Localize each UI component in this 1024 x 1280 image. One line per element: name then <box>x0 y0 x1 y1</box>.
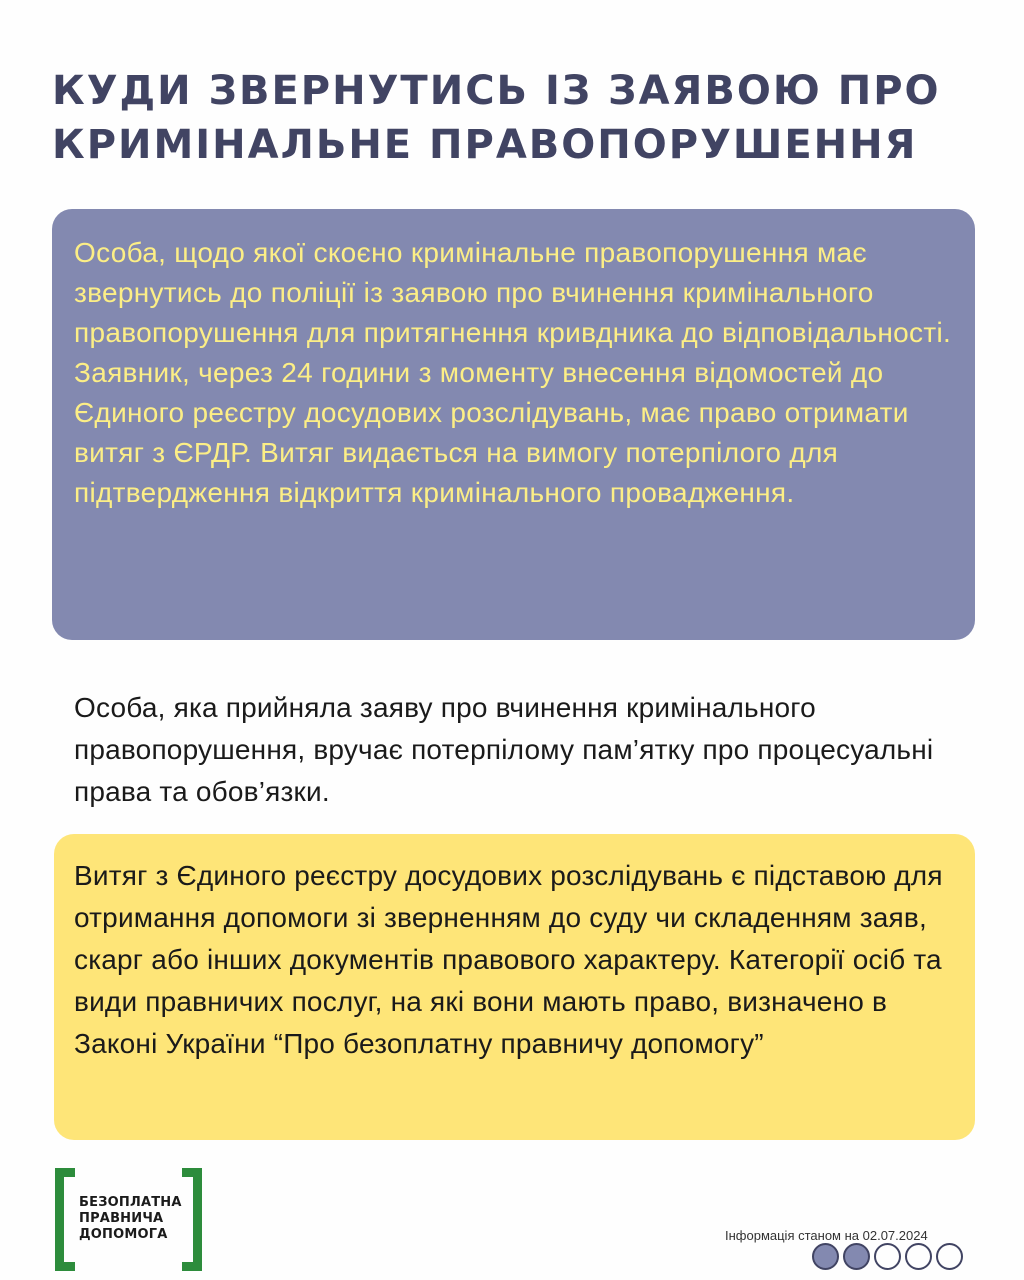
police-statement-text: Особа, щодо якої скоєно кримінальне правопорушення має звернутись до поліції із заявою про вчинення кримінального правопорушення для притягнення кривдника до відповідальності. Заявник, через 24 години з моменту внесення відомостей до Єдиного реєстру досудових розслідувань, має право отримати витяг з ЄРДР. Витяг видається на вимогу потерпілого для підтвердження відкриття кримінального провадження. <box>74 237 952 508</box>
pagination-dot <box>936 1243 963 1270</box>
pagination-dot <box>905 1243 932 1270</box>
logo-line: БЕЗОПЛАТНА <box>79 1195 182 1210</box>
pagination-dot <box>843 1243 870 1270</box>
logo-line: ПРАВНИЧА <box>79 1211 164 1226</box>
logo-bracket-left <box>55 1168 75 1271</box>
victim-memo-text: Особа, яка прийняла заяву про вчинення кримінального правопорушення, вручає потерпілому пам’ятку про процесуальні права та обов’язки. <box>74 692 934 807</box>
legal-aid-text: Витяг з Єдиного реєстру досудових розслідувань є підставою для отримання допомоги зі зверненням до суду чи складенням заяв, скарг або інших документів правового характеру. Категорії осіб та види правничих послуг, на які вони мають право, визначено в Законі України “Про безоплатну правничу допомогу” <box>74 860 943 1059</box>
free-legal-aid-logo <box>55 1168 202 1271</box>
logo-text <box>79 1195 182 1243</box>
legal-aid-card <box>54 834 975 1140</box>
info-date: Інформація станом на 02.07.2024 <box>725 1228 928 1243</box>
pagination-dots <box>812 1243 963 1270</box>
police-statement-card <box>52 209 975 640</box>
page-title: КУДИ ЗВЕРНУТИСЬ ІЗ ЗАЯВОЮ ПРО КРИМІНАЛЬНЕ ПРАВОПОРУШЕННЯ <box>52 68 941 168</box>
logo-line: ДОПОМОГА <box>79 1227 168 1242</box>
pagination-dot <box>874 1243 901 1270</box>
logo-bracket-right <box>182 1168 202 1271</box>
pagination-dot <box>812 1243 839 1270</box>
